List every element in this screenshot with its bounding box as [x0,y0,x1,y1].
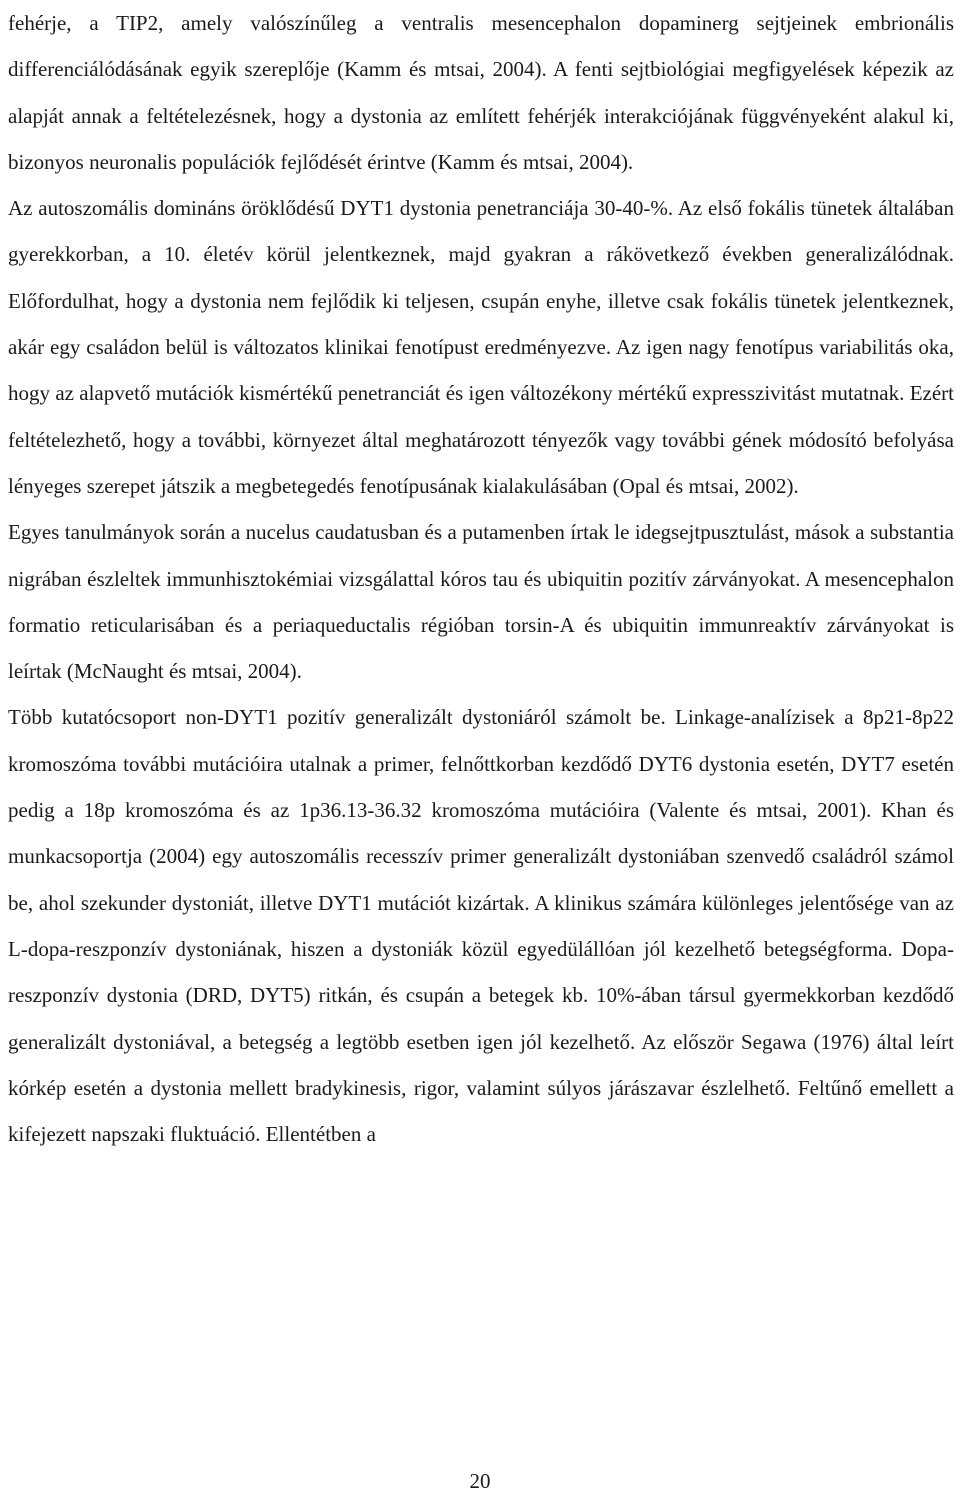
paragraph-tip2-embryonic: fehérje, a TIP2, amely valószínűleg a ventralis mesencephalon dopaminerg sejtjeinek embrionális differenciálódásának egyik szereplője (Kamm és mtsai, 2004). A fenti sejtbiológiai megfigyelések képezik az alapját annak a feltételezésnek, hogy a dystonia az említett fehérjék interakciójának függvényeként alakul ki, bizonyos neuronalis populációk fejlődését érintve (Kamm és mtsai, 2004). [8,11,954,174]
page-number: 20 [469,1469,491,1493]
paragraph-dyt1-penetrance: Az autoszomális domináns öröklődésű DYT1 dystonia penetranciája 30-40-%. Az első fokális tünetek általában gyerekkorban, a 10. életév körül jelentkeznek, majd gyakran a rákövetkező években generalizálódnak. Előfordulhat, hogy a dystonia nem fejlődik ki teljesen, csupán enyhe, illetve csak fokális tünetek jelentkeznek, akár egy családon belül is változatos klinikai fenotípust eredményezve. Az igen nagy fenotípus variabilitás oka, hogy az alapvető mutációk kismértékű penetranciát és igen változékony mértékű expresszivitást mutatnak. Ezért feltételezhető, hogy a további, környezet által meghatározott tényezők vagy további gének módosító befolyása lényeges szerepet játszik a megbetegedés fenotípusának kialakulásában (Opal és mtsai, 2002). [8,196,954,498]
paragraph-neuropathology: Egyes tanulmányok során a nucelus caudatusban és a putamenben írtak le idegsejtpusztulást, mások a substantia nigrában észleltek immunhisztokémiai vizsgálattal kóros tau és ubiquitin pozitív zárványokat. A mesencephalon formatio reticularisában és a periaqueductalis régióban torsin-A és ubiquitin immunreaktív zárványokat is leírtak (McNaught és mtsai, 2004). [8,520,954,684]
document-body [8,0,954,1157]
paragraph-non-dyt1: Több kutatócsoport non-DYT1 pozitív generalizált dystoniáról számolt be. Linkage-analízisek a 8p21-8p22 kromoszóma további mutációira utalnak a primer, felnőttkorban kezdődő DYT6 dystonia esetén, DYT7 esetén pedig a 18p kromoszóma és az 1p36.13-36.32 kromoszóma mutációira (Valente és mtsai, 2001). Khan és munkacsoportja (2004) egy autoszomális recesszív primer generalizált dystoniában szenvedő családról számol be, ahol szekunder dystoniát, illetve DYT1 mutációt kizártak. A klinikus számára különleges jelentősége van az L-dopa-reszponzív dystoniának, hiszen a dystoniák közül egyedülállóan jól kezelhető betegségforma. Dopa-reszponzív dystonia (DRD, DYT5) ritkán, és csupán a betegek kb. 10%-ában társul gyermekkorban kezdődő generalizált dystoniával, a betegség a legtöbb esetben igen jól kezelhető. Az először Segawa (1976) által leírt kórkép esetén a dystonia mellett bradykinesis, rigor, valamint súlyos járászavar észlelhető. Feltűnő emellett a kifejezett napszaki fluktuáció. Ellentétben a [8,705,954,1147]
